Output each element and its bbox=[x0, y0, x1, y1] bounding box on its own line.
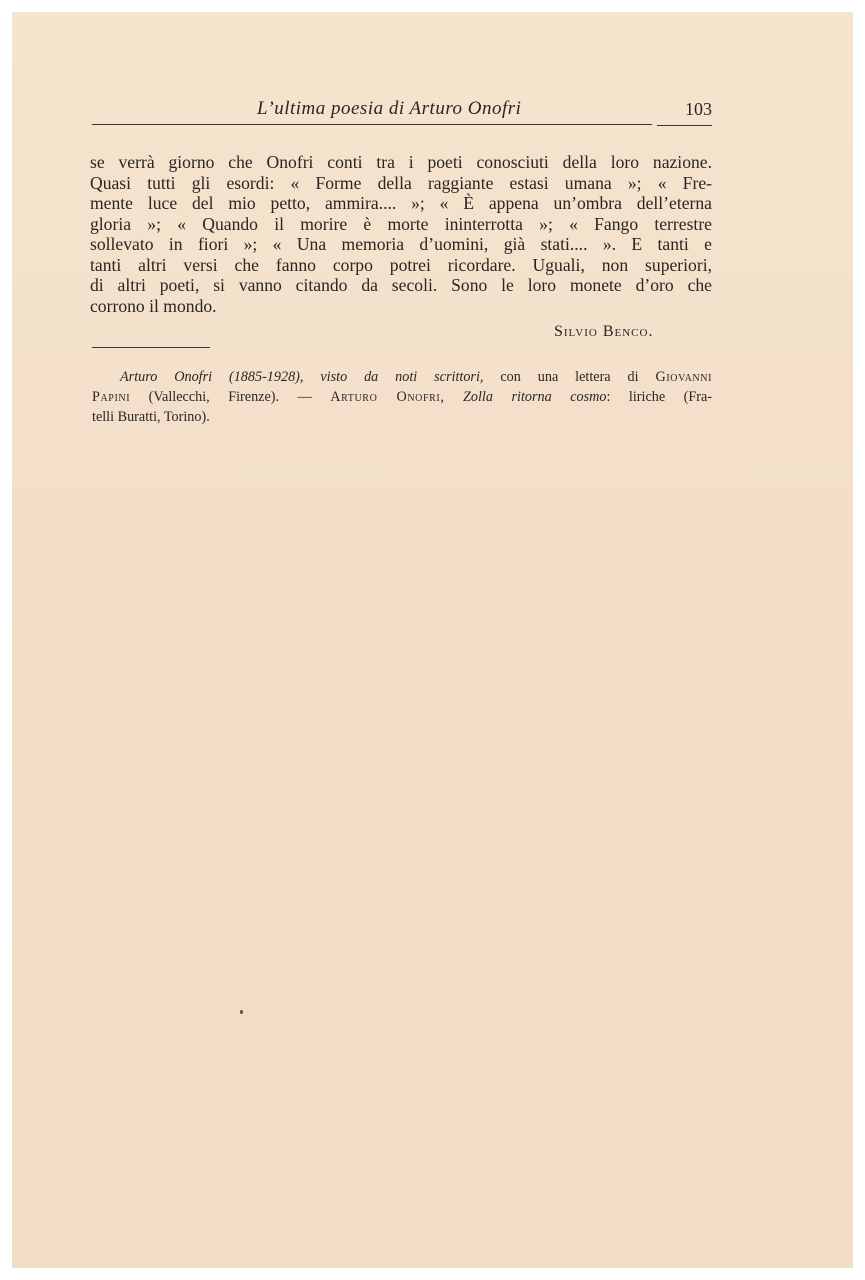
footnote bbox=[92, 367, 712, 427]
footnote-author: Papini bbox=[92, 389, 131, 405]
running-title: L’ultima poesia di Arturo Onofri bbox=[257, 98, 522, 119]
footnote-line: telli Buratti, Torino). bbox=[92, 409, 210, 425]
footnote-book-title: Zolla ritorna cosmo bbox=[444, 389, 607, 405]
footnote-line bbox=[92, 367, 712, 387]
footnote-book-title: Arturo Onofri (1885-1928), visto da noti scrittori, bbox=[120, 369, 484, 385]
footnote-line bbox=[92, 387, 712, 407]
book-page bbox=[12, 12, 853, 1268]
running-header bbox=[92, 98, 712, 138]
author-signature: Silvio Benco. bbox=[554, 323, 654, 340]
body-line: sollevato in fiori »; « Una memoria d’uomini, già stati.... ». E tanti e bbox=[90, 234, 712, 254]
body-line: Quasi tutti gli esordi: « Forme della raggiante estasi umana »; « Fre- bbox=[90, 172, 712, 193]
body-line: corrono il mondo. bbox=[90, 295, 217, 316]
footnote-author: Giovanni bbox=[655, 369, 712, 385]
header-rule bbox=[92, 124, 652, 125]
body-line: tanti altri versi che fanno corpo potrei ricordare. Uguali, non superiori, bbox=[90, 254, 712, 275]
body-line: mente luce del mio petto, ammira.... »; « È appena un’ombra dell’eterna bbox=[90, 193, 712, 213]
header-rule-right bbox=[657, 125, 712, 126]
body-line: gloria »; « Quando il morire è morte ininterrotta »; « Fango terrestre bbox=[90, 213, 712, 234]
footnote-text: : liriche (Fra- bbox=[606, 389, 713, 405]
body-line: di altri poeti, si vanno citando da secoli. Sono le loro monete d’oro che bbox=[90, 275, 712, 295]
paper-speck bbox=[240, 1010, 243, 1014]
footnote-text: con una lettera di bbox=[483, 369, 656, 385]
body-line: se verrà giorno che Onofri conti tra i poeti conosciuti della loro nazione. bbox=[90, 152, 712, 172]
page-number: 103 bbox=[685, 99, 712, 119]
footnote-text: (Vallecchi, Firenze). — bbox=[130, 389, 331, 405]
body-paragraph bbox=[90, 152, 712, 316]
footnote-author: Arturo Onofri, bbox=[330, 389, 445, 405]
footnote-rule bbox=[92, 347, 210, 348]
